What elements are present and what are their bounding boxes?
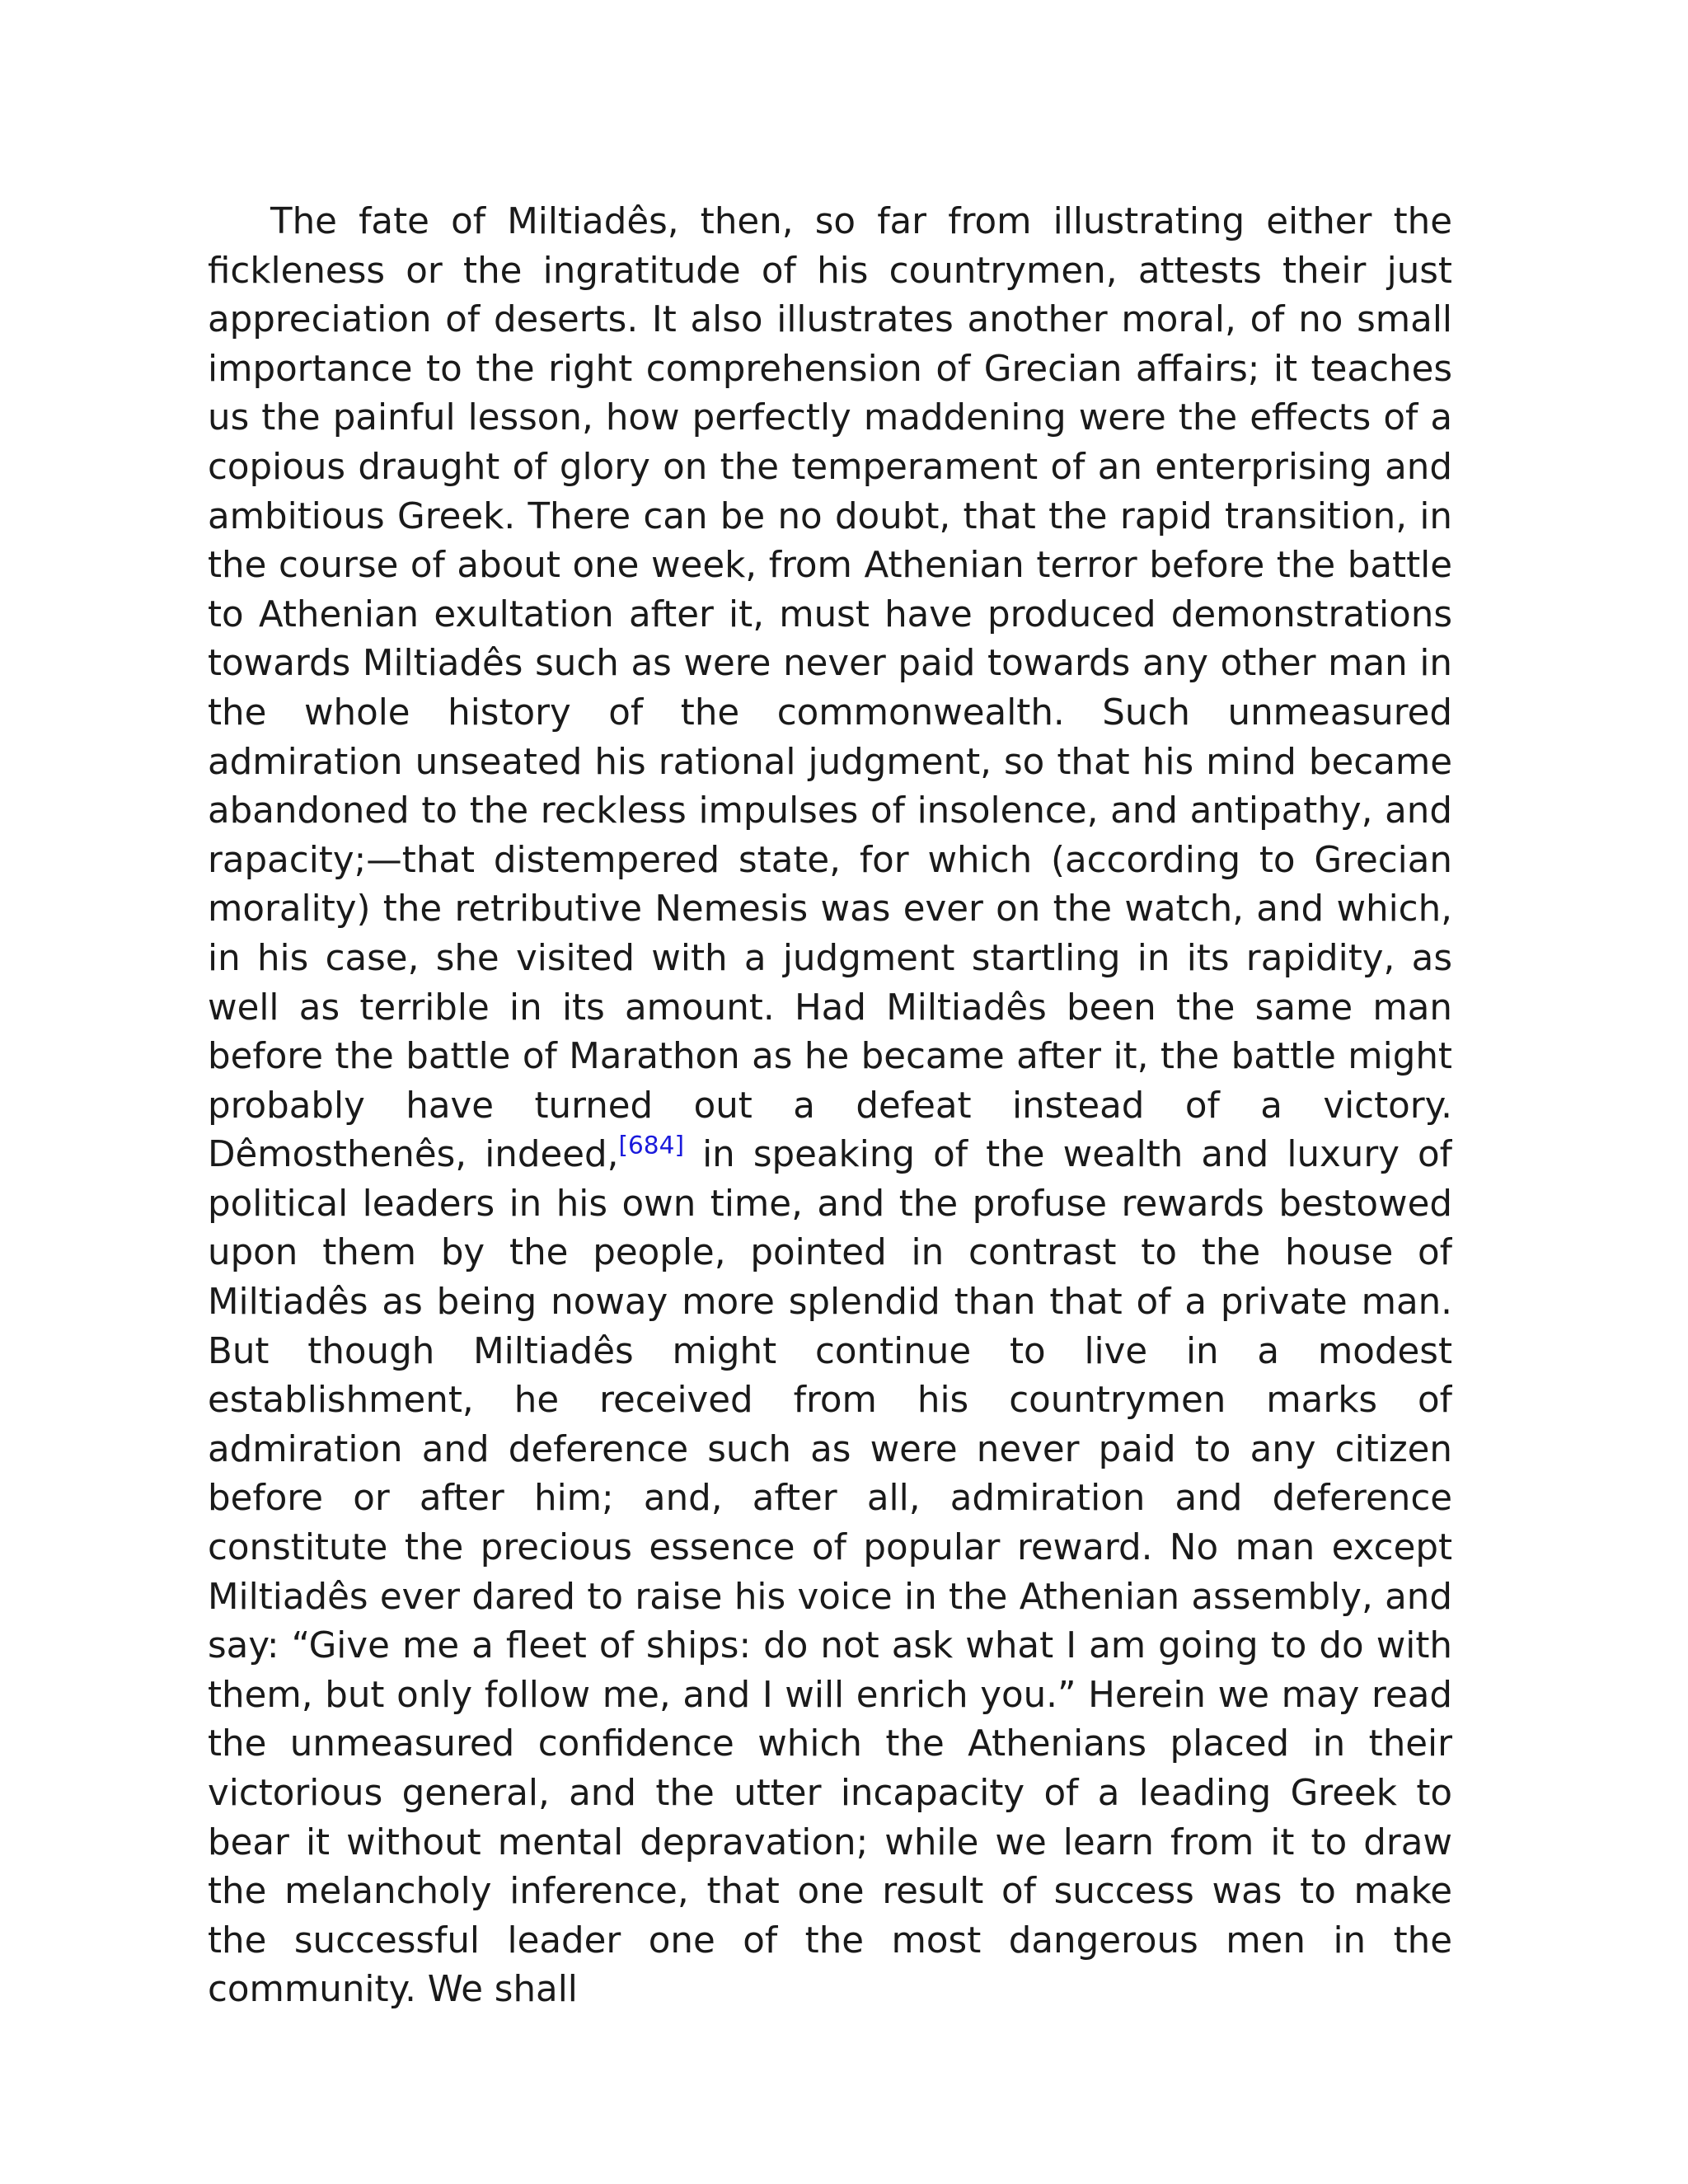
paragraph-text-part1: The fate of Miltiadês, then, so far from illustrating either the fickleness or the ingratitude of his countrymen, attests their just appreciation of deserts. It also illustrates another moral, of no small importance to the right comprehension of Grecian affairs; it teaches us the painful lesson, how perfectly maddening were the effects of a copious draught of glory on the temperament of an enterprising and ambitious Greek. There can be no doubt, that the rapid transition, in the course of about one week, from Athenian terror before the battle to Athenian exultation after it, must have produced demonstrations towards Miltiadês such as were never paid towards any other man in the whole history of the commonwealth. Such unmeasured admiration unseated his rational judgment, so that his mind became abandoned to the reckless impulses of insolence, and antipathy, and rapacity;—that distempered state, for which (according to Grecian morality) the retributive Nemesis was ever on the watch, and which, in his case, she visited with a judgment startling in its rapidity, as well as terrible in its amount. Had Miltiadês been the same man before the battle of Marathon as he became after it, the battle might probably have turned out a defeat instead of a victory. Dêmosthenês, indeed, [208,201,1452,1176]
footnote-reference-link[interactable]: [684] [618,1131,684,1160]
body-paragraph [208,198,1452,2015]
paragraph-text-part2: in speaking of the wealth and luxury of political leaders in his own time, and the profuse rewards bestowed upon them by the people, pointed in contrast to the house of Miltiadês as being noway more splendid than that of a private man. But though Miltiadês might continue to live in a modest establishment, he received from his countrymen marks of admiration and deference such as were never paid to any citizen before or after him; and, after all, admiration and deference constitute the precious essence of popular reward. No man except Miltiadês ever dared to raise his voice in the Athenian assembly, and say: “Give me a fleet of ships: do not ask what I am going to do with them, but only follow me, and I will enrich you.” Herein we may read the unmeasured confidence which the Athenians placed in their victorious general, and the utter incapacity of a leading Greek to bear it without mental depravation; while we learn from it to draw the melancholy inference, that one result of success was to make the successful leader one of the most dangerous men in the community. We shall [208,1134,1452,2011]
page-body [208,198,1452,2093]
